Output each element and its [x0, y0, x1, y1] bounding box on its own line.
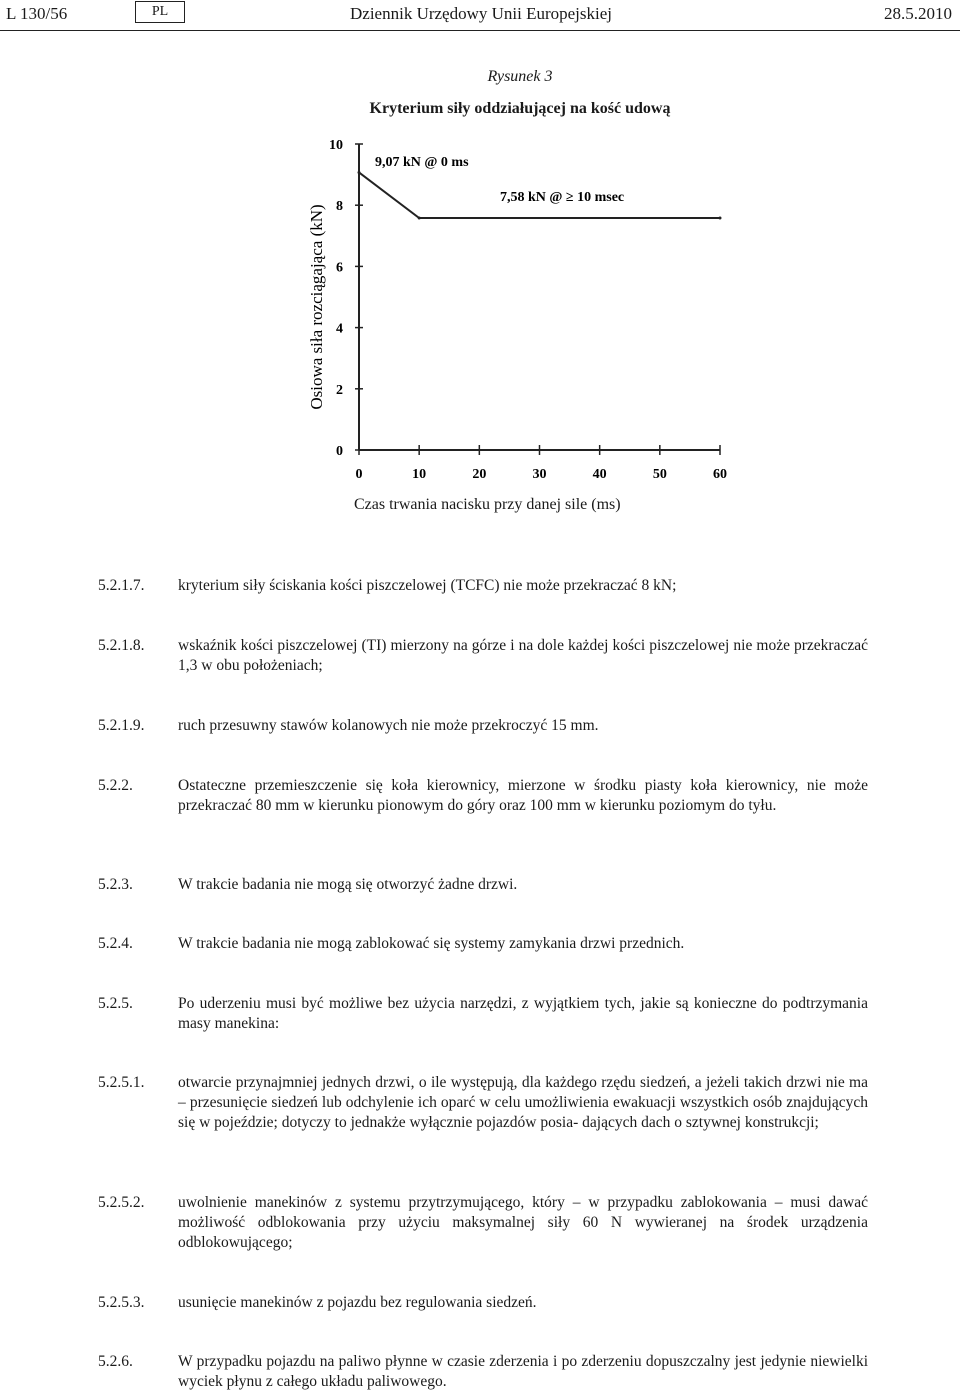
force-criterion-chart — [300, 130, 740, 490]
figure-label: Rysunek 3 — [487, 68, 553, 85]
journal-title: Dziennik Urzędowy Unii Europejskiej — [350, 4, 613, 23]
paragraph-text: W trakcie badania nie mogą się otworzyć żadne drzwi. — [178, 876, 518, 893]
x-tick-label: 60 — [713, 467, 727, 482]
paragraph-text: Po uderzeniu musi być możliwe bez użycia narzędzi, z wyjątkiem tych, jakie są konieczne do podtrzymania masy manekina: — [178, 995, 868, 1032]
x-tick-label: 0 — [355, 467, 363, 482]
paragraph — [98, 1352, 868, 1392]
paragraph-text: wskaźnik kości piszczelowej (TI) mierzony na górze i na dole każdej kości piszczelowej nie może przekraczać 1,3 w obu położeniach; — [178, 637, 868, 674]
language-box: PL — [135, 1, 185, 23]
paragraph — [98, 576, 868, 596]
page-header — [0, 0, 960, 32]
series-point — [418, 217, 421, 220]
paragraph — [98, 1073, 868, 1133]
paragraph-text: Ostateczne przemieszczenie się koła kierownicy, mierzone w środku piasty koła kierownicy, nie może przekraczać 80 mm w kierunku pionowym do góry oraz 100 mm w kierunku poziomym do tyłu. — [178, 777, 868, 814]
paragraph-text: usunięcie manekinów z pojazdu bez regulowania siedzeń. — [178, 1294, 537, 1311]
page-reference: L 130/56 — [6, 4, 68, 23]
y-tick-label: 4 — [336, 321, 343, 337]
y-tick-label: 6 — [336, 260, 343, 276]
paragraph-number: 5.2.4. — [98, 935, 133, 952]
paragraph-text: otwarcie przynajmniej jednych drzwi, o ile występują, dla każdego rzędu siedzeń, a jeżeli takich drzwi nie ma – przesunięcie siedzeń lub odchylenie ich oparć w celu umożliwienia ewakuacji wszystkich osób znajdujących się w pojeździe; dotyczy to jednakże wyłącznie pojazdów posia- dających dach o sztywnej konstrukcji; — [178, 1074, 868, 1131]
paragraph-text: uwolnienie manekinów z systemu przytrzymującego, który – w przypadku zablokowania – musi dawać możliwość odblokowania przy użyciu maksymalnej siły 60 N wywieranej na środek urządzenia odblokowującego; — [178, 1194, 868, 1251]
paragraph-text: W przypadku pojazdu na paliwo płynne w czasie zderzenia i po zderzeniu dopuszczalny jest jedynie niewielki wyciek płynu z całego układu paliwowego. — [178, 1353, 868, 1390]
paragraph-number: 5.2.3. — [98, 876, 133, 893]
paragraph-number: 5.2.5.2. — [98, 1194, 145, 1211]
series-point — [358, 171, 361, 174]
series-point — [719, 217, 722, 220]
annotation-peak: 9,07 kN @ 0 ms — [375, 155, 469, 170]
paragraph — [98, 636, 868, 676]
paragraph-number: 5.2.1.8. — [98, 637, 145, 654]
x-tick-label: 10 — [412, 467, 427, 482]
paragraph — [98, 934, 868, 954]
chart-y-axis-label: Osiowa siła rozciągająca (kN) — [307, 204, 326, 410]
paragraph — [98, 1293, 868, 1313]
publication-date: 28.5.2010 — [884, 4, 952, 23]
paragraph-number: 5.2.6. — [98, 1353, 133, 1370]
paragraph — [98, 1193, 868, 1253]
paragraph-number: 5.2.1.9. — [98, 717, 145, 734]
y-tick-label: 10 — [329, 138, 343, 153]
paragraph-number: 5.2.5.1. — [98, 1074, 145, 1091]
paragraph — [98, 994, 868, 1034]
paragraph-number: 5.2.2. — [98, 777, 133, 794]
paragraph — [98, 776, 868, 816]
header-rule — [0, 30, 960, 31]
x-tick-label: 40 — [592, 467, 607, 482]
y-tick-label: 8 — [336, 199, 343, 215]
paragraph-text: kryterium siły ściskania kości piszczelowej (TCFC) nie może przekraczać 8 kN; — [178, 577, 677, 594]
paragraph-number: 5.2.5.3. — [98, 1294, 145, 1311]
x-tick-label: 20 — [472, 467, 487, 482]
paragraph-text: ruch przesuwny stawów kolanowych nie może przekroczyć 15 mm. — [178, 717, 599, 734]
chart-x-axis-label: Czas trwania nacisku przy danej sile (ms) — [354, 496, 621, 513]
paragraph-text: W trakcie badania nie mogą zablokować się systemy zamykania drzwi przednich. — [178, 935, 685, 952]
figure-title: Kryterium siły oddziałującej na kość udową — [369, 100, 671, 117]
paragraph-number: 5.2.1.7. — [98, 577, 145, 594]
y-tick-label: 2 — [336, 382, 343, 398]
x-tick-label: 50 — [652, 467, 667, 482]
annotation-plateau: 7,58 kN @ ≥ 10 msec — [500, 190, 625, 205]
paragraph — [98, 716, 868, 736]
x-tick-label: 30 — [532, 467, 547, 482]
paragraph-number: 5.2.5. — [98, 995, 133, 1012]
paragraph — [98, 875, 868, 895]
y-tick-label: 0 — [336, 444, 343, 459]
